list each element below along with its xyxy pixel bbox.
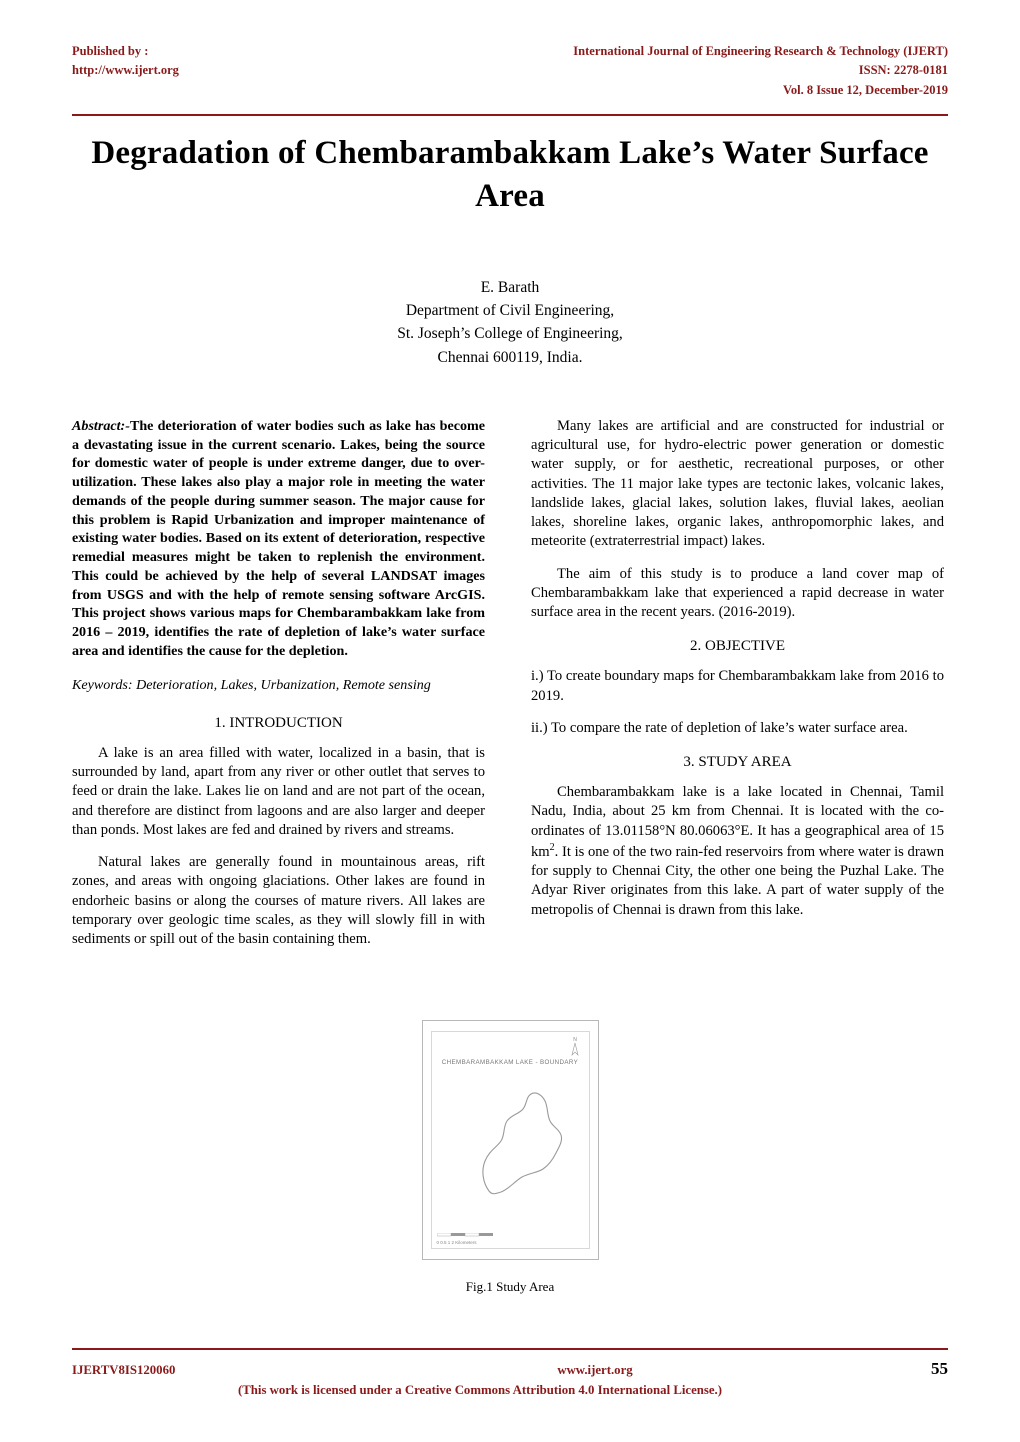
- publisher-url[interactable]: http://www.ijert.org: [72, 63, 179, 78]
- body-columns: [72, 417, 948, 962]
- map-title: CHEMBARAMBAKKAM LAKE - BOUNDARY: [441, 1059, 579, 1066]
- journal-name: International Journal of Engineering Research & Technology (IJERT): [573, 44, 948, 58]
- study-area-map: [422, 1020, 599, 1260]
- right-column: [531, 417, 944, 962]
- figure-caption: Fig.1 Study Area: [465, 1279, 555, 1294]
- page-title: Degradation of Chembarambakkam Lake’s Water Surface Area: [91, 135, 929, 215]
- page-header: [72, 0, 948, 100]
- intro-paragraph-1: A lake is an area filled with water, localized in a basin, that is surrounded by land, apart from any river or other outlet that serves to feed or drain the lake. Lakes lie on land and are not part of the ocean, and therefore are distinct from lagoons and are also larger and deeper than ponds. Most lakes are fed and drained by rivers and streams.: [72, 744, 485, 838]
- study-area-text-a: Chembarambakkam lake is a lake located in Chennai, Tamil Nadu, India, about 25 km from Chennai. It is located with the co-ordinates of 13.01158°N 80.06063°E. It has a geographical area of 15 km: [531, 784, 944, 860]
- section-heading-study-area: 3. STUDY AREA: [683, 754, 792, 771]
- lake-boundary-shape: [423, 1021, 598, 1259]
- section-heading-introduction: 1. INTRODUCTION: [214, 714, 343, 731]
- author-city: Chennai 600119, India.: [437, 348, 583, 366]
- page-number: 55: [931, 1359, 948, 1378]
- map-scale-label: 0 0.5 1 2 Kilometers: [436, 1240, 477, 1246]
- journal-issue: Vol. 8 Issue 12, December-2019: [782, 82, 948, 97]
- abstract-paragraph: [72, 417, 485, 661]
- footer-row: [72, 1359, 948, 1379]
- study-area-paragraph: [531, 783, 944, 920]
- author-block: [72, 276, 948, 369]
- study-area-superscript: 2: [549, 841, 555, 853]
- author-college: St. Joseph’s College of Engineering,: [397, 325, 623, 343]
- footer-divider: [72, 1348, 948, 1350]
- map-scale-bar: [437, 1233, 493, 1248]
- abstract-label: Abstract:-: [72, 417, 130, 434]
- figure-1: [0, 1020, 1020, 1295]
- keywords-line: Keywords: Deterioration, Lakes, Urbanization, Remote sensing: [72, 677, 431, 694]
- footer-paper-id: IJERTV8IS120060: [72, 1363, 176, 1377]
- left-column: [72, 417, 485, 962]
- intro-paragraph-2: Natural lakes are generally found in mountainous areas, rift zones, and areas with ongoing glaciations. Other lakes are found in endorheic basins or along the courses of mature rivers. All lakes are temporary over geologic time scales, as they will slowly fill in with sediments or spill out of the basin containing them.: [72, 854, 485, 948]
- right-paragraph-2: The aim of this study is to produce a land cover map of Chembarambakkam lake that experienced a rapid decrease in water surface area in the recent years. (2016-2019).: [531, 565, 944, 621]
- header-divider: [72, 114, 948, 116]
- footer-site-link[interactable]: www.ijert.org: [557, 1363, 633, 1377]
- section-heading-objective: 2. OBJECTIVE: [690, 638, 785, 655]
- header-journal-block: [573, 42, 948, 100]
- author-name: E. Barath: [480, 278, 540, 296]
- header-publisher-block: [72, 42, 179, 81]
- right-paragraph-1: Many lakes are artificial and are constructed for industrial or agricultural use, for hydro-electric power generation or domestic water supply, or for aesthetic, recreational purposes, or other activities. The 11 major lake types are tectonic lakes, volcanic lakes, landslide lakes, glacial lakes, solution lakes, fluvial lakes, aeolian lakes, shoreline lakes, organic lakes, anthropomorphic lakes, and meteorite (extraterrestrial impact) lakes.: [531, 417, 944, 550]
- abstract-text: The deterioration of water bodies such as lake has become a devastating issue in the current scenario. Lakes, being the source for domestic water of people is under extreme danger, due to over-utilization. These lakes also play a major role in meeting the water demands of the people during summer season. The major cause for this problem is Rapid Urbanization and improper maintenance of existing water bodies. Based on its extent of deterioration, respective remedial measures might be taken to replenish the environment. This could be achieved by the help of several LANDSAT images from USGS and with the help of remote sensing software ArcGIS. This project shows various maps for Chembarambakkam lake from 2016 – 2019, identifies the rate of depletion of lake’s water surface area and identifies the cause for the depletion.: [72, 417, 485, 659]
- objective-item-1: i.) To create boundary maps for Chembarambakkam lake from 2016 to 2019.: [531, 668, 944, 704]
- published-by-label: Published by :: [72, 44, 149, 58]
- study-area-text-b: . It is one of the two rain-fed reservoirs from where water is drawn for supply to Chennai City, the other one being the Puzhal Lake. The Adyar River originates from this lake. A part of water supply of the metropolis of Chennai is drawn from this lake.: [531, 843, 944, 918]
- svg-text:N: N: [572, 1037, 577, 1043]
- journal-issn: ISSN: 2278-0181: [858, 63, 948, 78]
- footer-license-text: (This work is licensed under a Creative Commons Attribution 4.0 International License.): [237, 1383, 723, 1397]
- objective-item-2: ii.) To compare the rate of depletion of lake’s water surface area.: [531, 719, 908, 736]
- page-footer: [72, 1348, 948, 1398]
- author-department: Department of Civil Engineering,: [405, 302, 615, 320]
